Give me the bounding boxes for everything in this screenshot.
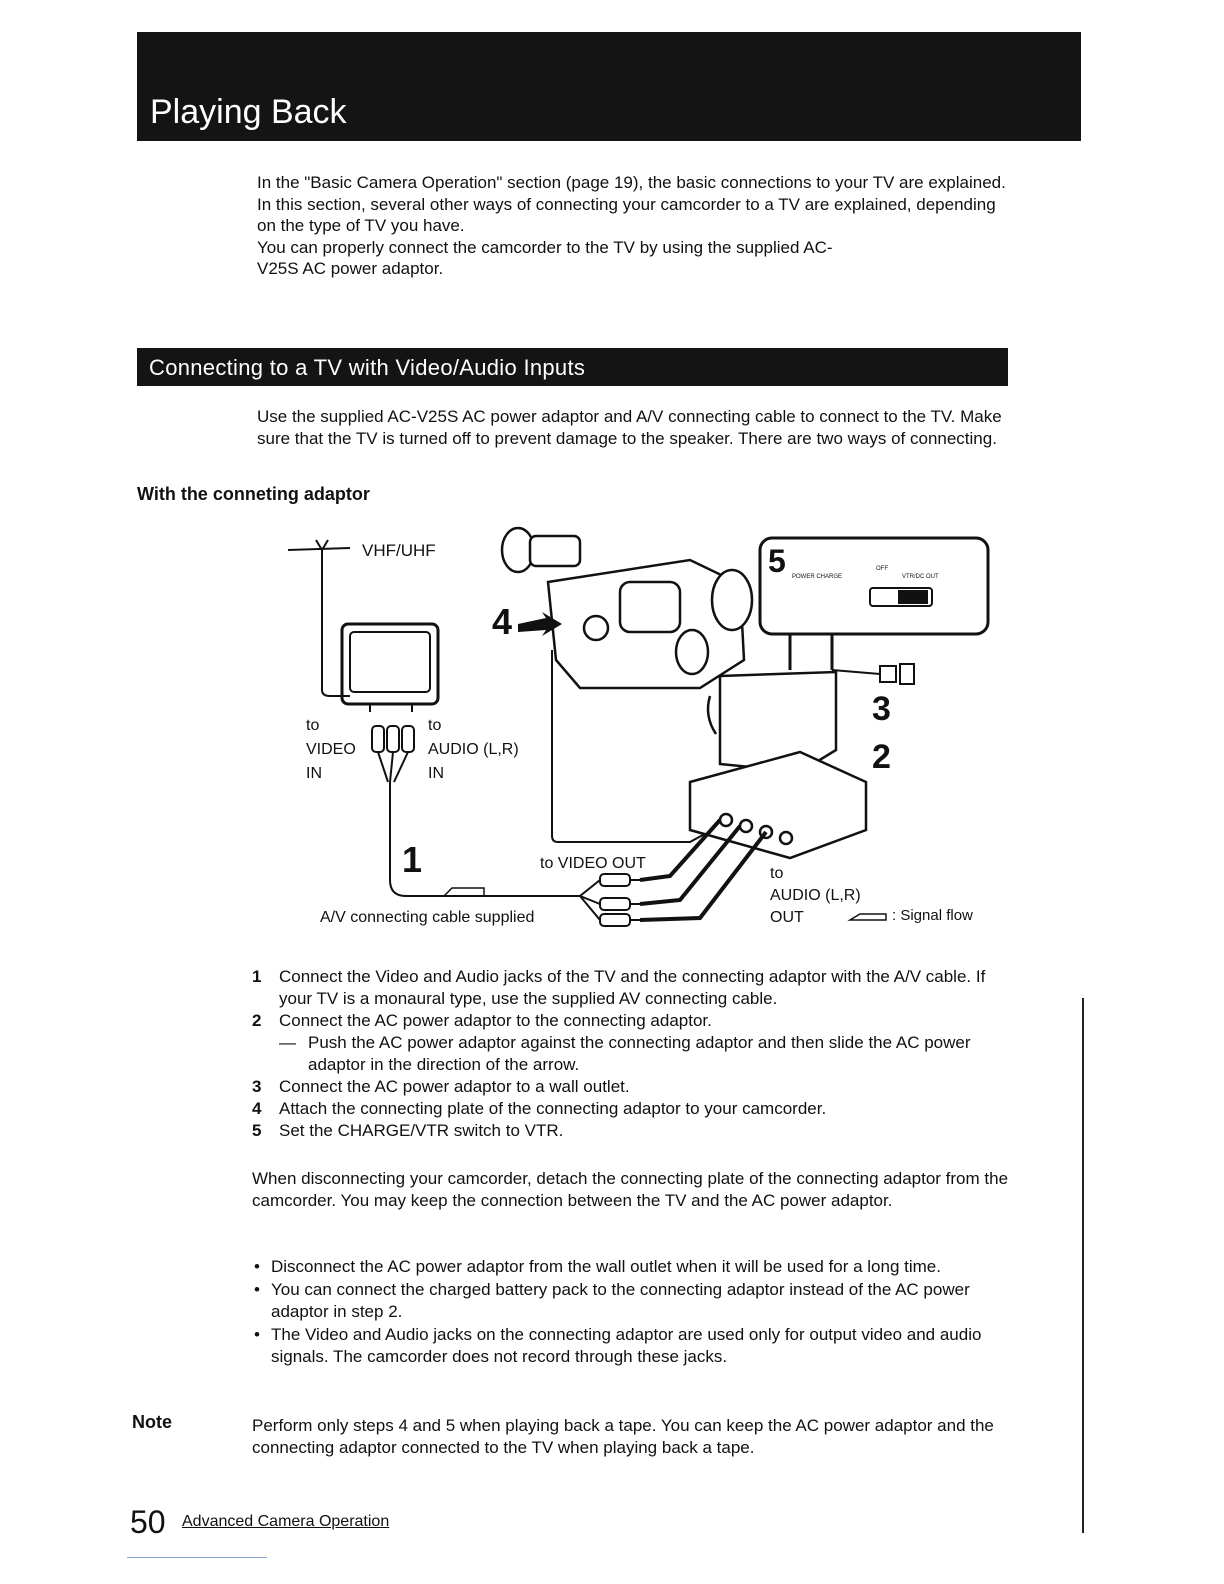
step-text: Connect the Video and Audio jacks of the TV and the connecting adaptor with the A/V cable. If your TV is a monaural type, use the supplied AV connecting cable. <box>279 967 986 1008</box>
connection-diagram <box>280 520 1000 940</box>
step-5-label: 5 <box>768 543 786 579</box>
bullet-icon: • <box>254 1280 260 1299</box>
to-video-in-label: to VIDEO IN <box>306 717 356 782</box>
step-text: Attach the connecting plate of the connecting adaptor to your camcorder. <box>279 1099 827 1118</box>
step-text: Connect the AC power adaptor to a wall outlet. <box>279 1077 630 1096</box>
step-text: Set the CHARGE/VTR switch to VTR. <box>279 1121 564 1140</box>
list-item <box>252 1324 1012 1368</box>
list-item <box>252 1120 1012 1142</box>
step-number: 5 <box>252 1121 262 1140</box>
tips-list <box>252 1256 1012 1369</box>
bullet-icon: • <box>254 1257 260 1276</box>
switch-label-charge: POWER CHARGE <box>792 574 843 580</box>
list-item <box>252 1098 1012 1120</box>
bullet-text: You can connect the charged battery pack to the connecting adaptor instead of the AC power adaptor in step 2. <box>271 1280 970 1321</box>
list-item <box>252 1279 1012 1323</box>
to-audio-out-label: to AUDIO (L,R) OUT <box>770 865 861 926</box>
signal-arrow-icon <box>444 888 484 896</box>
list-item <box>252 1010 1012 1032</box>
cable-label: A/V connecting cable supplied <box>320 909 535 926</box>
wall-plug-icon <box>832 634 914 684</box>
to-audio-in-label: to AUDIO (L,R) IN <box>428 717 519 782</box>
signal-flow-legend <box>850 907 973 924</box>
steps-list <box>252 966 1012 1142</box>
footer-section-title: Advanced Camera Operation <box>182 1513 390 1530</box>
switch-inset <box>760 538 988 670</box>
disconnect-paragraph: When disconnecting your camcorder, detach the connecting plate of the connecting adaptor from the camcorder. You may keep the connection between the TV and the AC power adaptor. <box>252 1169 1009 1210</box>
note-label: Note <box>132 1412 172 1432</box>
step-3-label: 3 <box>872 690 891 728</box>
section-title: Connecting to a TV with Video/Audio Inputs <box>149 355 586 380</box>
note-text: Perform only steps 4 and 5 when playing back a tape. You can keep the AC power adaptor and the connecting adaptor connected to the TV when playing back a tape. <box>252 1416 994 1457</box>
ac-adaptor-icon <box>708 672 836 772</box>
page-number: 50 <box>130 1504 166 1540</box>
page-title: Playing Back <box>150 93 347 131</box>
step-1-label: 1 <box>402 839 423 880</box>
step-4-label: 4 <box>492 601 513 642</box>
section-intro: Use the supplied AC-V25S AC power adaptor and A/V connecting cable to connect to the TV. Make sure that the TV is turned off to prevent damage to the speaker. There are two ways of connecting. <box>257 407 1002 448</box>
switch-label-vtr: VTR/DC OUT <box>902 574 939 580</box>
bottom-rule <box>127 1557 267 1558</box>
bullet-text: The Video and Audio jacks on the connecting adaptor are used only for output video and audio signals. The camcorder does not record through these jacks. <box>271 1325 982 1366</box>
step-subtext: Push the AC power adaptor against the connecting adaptor and then slide the AC power adaptor in the direction of the arrow. <box>308 1033 971 1074</box>
sub-list-item <box>252 1032 1012 1076</box>
dash-marker: — <box>279 1033 296 1052</box>
subheading: With the conneting adaptor <box>137 484 370 504</box>
antenna-label: VHF/UHF <box>362 541 436 560</box>
intro-text <box>257 172 1017 280</box>
connecting-adaptor-icon <box>690 752 866 858</box>
margin-rule <box>1082 998 1084 1533</box>
step-number: 4 <box>252 1099 262 1118</box>
tv-icon <box>342 624 438 712</box>
step-number: 1 <box>252 967 262 986</box>
intro-paragraph: In this section, several other ways of connecting your camcorder to a TV are explained, depending on the type of TV you have. <box>257 194 996 235</box>
to-video-out-label: to VIDEO OUT <box>540 855 646 872</box>
intro-paragraph: In the "Basic Camera Operation" section (page 19), the basic connections to your TV are explained. <box>257 173 1006 192</box>
step-text: Connect the AC power adaptor to the connecting adaptor. <box>279 1011 712 1030</box>
list-item <box>252 966 1012 1010</box>
step-number: 2 <box>252 1011 262 1030</box>
bullet-text: Disconnect the AC power adaptor from the wall outlet when it will be used for a long time. <box>271 1257 941 1276</box>
camcorder-icon <box>502 528 752 688</box>
list-item <box>252 1256 1012 1278</box>
bullet-icon: • <box>254 1325 260 1344</box>
step-2-label: 2 <box>872 738 891 776</box>
intro-paragraph: You can properly connect the camcorder to the TV by using the supplied AC-V25S AC power adaptor. <box>257 237 833 278</box>
step-number: 3 <box>252 1077 262 1096</box>
list-item <box>252 1076 1012 1098</box>
switch-label-off: OFF <box>876 566 888 572</box>
signal-flow-label: : Signal flow <box>892 907 973 924</box>
